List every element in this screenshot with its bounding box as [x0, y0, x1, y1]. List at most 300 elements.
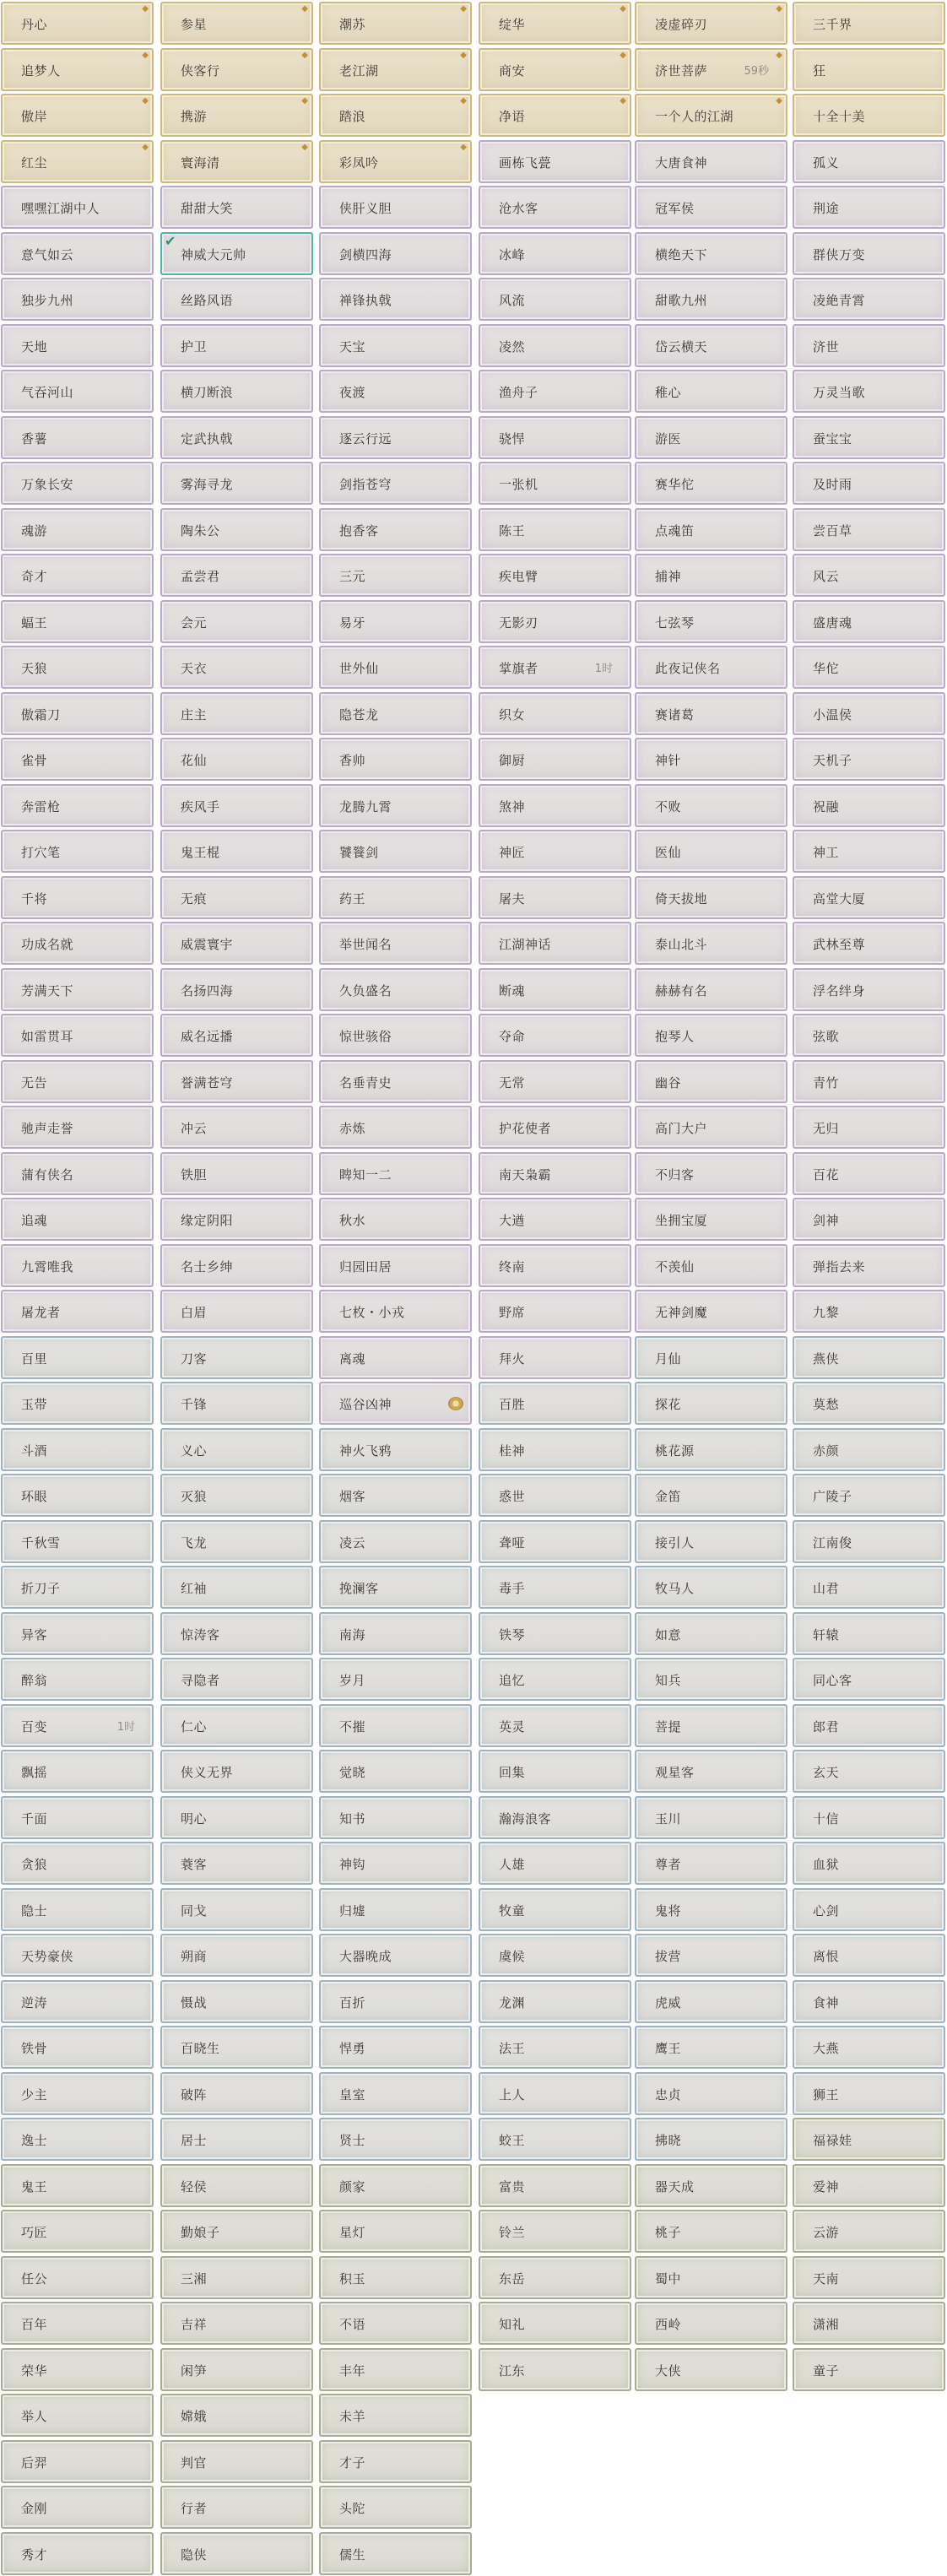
title-tile[interactable] — [793, 94, 945, 137]
title-tile[interactable] — [319, 1336, 472, 1379]
title-tile[interactable] — [635, 830, 787, 873]
title-tile[interactable] — [793, 1244, 945, 1287]
title-tile[interactable] — [635, 462, 787, 505]
title-tile[interactable] — [1, 1704, 154, 1747]
title-tile[interactable] — [1, 1842, 154, 1885]
title-tile[interactable] — [319, 1244, 472, 1287]
title-tile[interactable] — [635, 1198, 787, 1241]
title-tile[interactable] — [793, 1980, 945, 2023]
title-tile[interactable] — [1, 1566, 154, 1609]
title-tile[interactable] — [1, 2302, 154, 2345]
title-tile[interactable] — [1, 2210, 154, 2253]
title-tile[interactable] — [793, 2072, 945, 2115]
title-tile[interactable] — [793, 738, 945, 781]
title-tile[interactable] — [319, 1152, 472, 1195]
title-tile[interactable] — [793, 278, 945, 321]
title-tile[interactable] — [1, 2394, 154, 2437]
title-tile[interactable] — [793, 1474, 945, 1517]
title-tile[interactable] — [793, 1842, 945, 1885]
title-tile[interactable] — [1, 1750, 154, 1793]
title-tile[interactable] — [160, 2302, 313, 2345]
title-tile[interactable] — [160, 2210, 313, 2253]
title-tile[interactable] — [1, 1198, 154, 1241]
title-tile[interactable] — [160, 1428, 313, 1471]
title-tile[interactable] — [160, 2026, 313, 2069]
title-tile[interactable] — [479, 1152, 631, 1195]
title-tile[interactable] — [1, 416, 154, 459]
title-tile[interactable] — [793, 968, 945, 1011]
title-tile[interactable] — [479, 140, 631, 183]
title-tile[interactable] — [1, 876, 154, 919]
title-tile[interactable] — [635, 1244, 787, 1287]
title-tile[interactable] — [479, 1198, 631, 1241]
title-tile[interactable] — [793, 324, 945, 367]
title-tile[interactable] — [1, 600, 154, 643]
title-tile[interactable] — [635, 232, 787, 275]
title-tile[interactable] — [1, 2072, 154, 2115]
title-tile[interactable] — [635, 1658, 787, 1701]
title-tile[interactable] — [793, 1888, 945, 1931]
title-tile[interactable] — [319, 186, 472, 229]
title-tile[interactable] — [160, 232, 313, 275]
title-tile[interactable] — [635, 600, 787, 643]
title-tile[interactable] — [479, 1474, 631, 1517]
title-tile[interactable] — [160, 1566, 313, 1609]
title-tile[interactable] — [635, 1014, 787, 1057]
title-tile[interactable] — [793, 692, 945, 735]
title-tile[interactable] — [793, 1014, 945, 1057]
title-tile[interactable] — [319, 1060, 472, 1103]
title-tile[interactable] — [319, 94, 472, 137]
title-tile[interactable] — [479, 1888, 631, 1931]
title-tile[interactable] — [160, 922, 313, 965]
title-tile[interactable] — [160, 600, 313, 643]
title-tile[interactable] — [1, 2118, 154, 2161]
title-tile[interactable] — [319, 416, 472, 459]
title-tile[interactable] — [635, 1060, 787, 1103]
title-tile[interactable] — [319, 1980, 472, 2023]
title-tile[interactable] — [479, 738, 631, 781]
title-tile[interactable] — [1, 1336, 154, 1379]
title-tile[interactable] — [1, 1888, 154, 1931]
title-tile[interactable] — [479, 1842, 631, 1885]
title-tile[interactable] — [1, 1934, 154, 1977]
title-tile[interactable] — [160, 1382, 313, 1425]
title-tile[interactable] — [160, 324, 313, 367]
title-tile[interactable] — [793, 1290, 945, 1333]
title-tile[interactable] — [319, 2348, 472, 2391]
title-tile[interactable] — [479, 1382, 631, 1425]
title-tile[interactable] — [479, 876, 631, 919]
title-tile[interactable] — [319, 2532, 472, 2575]
title-tile[interactable] — [635, 48, 787, 91]
title-tile[interactable] — [319, 1474, 472, 1517]
title-tile[interactable] — [479, 370, 631, 413]
title-tile[interactable] — [635, 2256, 787, 2299]
title-tile[interactable] — [160, 2164, 313, 2207]
title-tile[interactable] — [319, 278, 472, 321]
title-tile[interactable] — [1, 1520, 154, 1563]
title-tile[interactable] — [635, 1704, 787, 1747]
title-tile[interactable] — [1, 1244, 154, 1287]
title-tile[interactable] — [1, 1382, 154, 1425]
title-tile[interactable] — [160, 1704, 313, 1747]
title-tile[interactable] — [1, 462, 154, 505]
title-tile[interactable] — [635, 324, 787, 367]
title-tile[interactable] — [793, 416, 945, 459]
title-tile[interactable] — [479, 922, 631, 965]
title-tile[interactable] — [479, 1290, 631, 1333]
title-tile[interactable] — [793, 232, 945, 275]
title-tile[interactable] — [635, 1428, 787, 1471]
title-tile[interactable] — [160, 784, 313, 827]
title-tile[interactable] — [479, 554, 631, 597]
title-tile[interactable] — [793, 1060, 945, 1103]
title-tile[interactable] — [1, 324, 154, 367]
title-tile[interactable] — [1, 646, 154, 689]
title-tile[interactable] — [793, 784, 945, 827]
title-tile[interactable] — [1, 2164, 154, 2207]
title-tile[interactable] — [1, 370, 154, 413]
title-tile[interactable] — [319, 784, 472, 827]
title-tile[interactable] — [319, 1520, 472, 1563]
title-tile[interactable] — [160, 2256, 313, 2299]
title-tile[interactable] — [319, 1842, 472, 1885]
title-tile[interactable] — [793, 2118, 945, 2161]
title-tile[interactable] — [160, 2532, 313, 2575]
title-tile[interactable] — [160, 2348, 313, 2391]
title-tile[interactable] — [160, 1980, 313, 2023]
title-tile[interactable] — [635, 2302, 787, 2345]
title-tile[interactable] — [160, 1750, 313, 1793]
title-tile[interactable] — [319, 1290, 472, 1333]
title-tile[interactable] — [635, 1750, 787, 1793]
title-tile[interactable] — [479, 1566, 631, 1609]
title-tile[interactable] — [1, 1796, 154, 1839]
title-tile[interactable] — [479, 186, 631, 229]
title-tile[interactable] — [319, 140, 472, 183]
title-tile[interactable] — [319, 554, 472, 597]
title-tile[interactable] — [793, 508, 945, 551]
title-tile[interactable] — [479, 1612, 631, 1655]
title-tile[interactable] — [793, 646, 945, 689]
title-tile[interactable] — [635, 278, 787, 321]
title-tile[interactable] — [793, 2026, 945, 2069]
title-tile[interactable] — [793, 2256, 945, 2299]
title-tile[interactable] — [1, 1152, 154, 1195]
title-tile[interactable] — [160, 1290, 313, 1333]
title-tile[interactable] — [635, 692, 787, 735]
title-tile[interactable] — [635, 1382, 787, 1425]
title-tile[interactable] — [1, 2532, 154, 2575]
title-tile[interactable] — [793, 1704, 945, 1747]
title-tile[interactable] — [1, 1980, 154, 2023]
title-tile[interactable] — [319, 508, 472, 551]
title-tile[interactable] — [635, 2, 787, 45]
title-tile[interactable] — [793, 186, 945, 229]
title-tile[interactable] — [319, 922, 472, 965]
title-tile[interactable] — [1, 922, 154, 965]
title-tile[interactable] — [793, 1152, 945, 1195]
title-tile[interactable] — [319, 1796, 472, 1839]
title-tile[interactable] — [793, 1612, 945, 1655]
title-tile[interactable] — [160, 646, 313, 689]
title-tile[interactable] — [160, 1152, 313, 1195]
title-tile[interactable] — [1, 2348, 154, 2391]
title-tile[interactable] — [479, 1796, 631, 1839]
title-tile[interactable] — [319, 738, 472, 781]
title-tile[interactable] — [319, 2164, 472, 2207]
title-tile[interactable] — [160, 876, 313, 919]
title-tile[interactable] — [635, 1566, 787, 1609]
title-tile[interactable] — [1, 48, 154, 91]
title-tile[interactable] — [160, 278, 313, 321]
title-tile[interactable] — [635, 738, 787, 781]
title-tile[interactable] — [319, 2394, 472, 2437]
title-tile[interactable] — [793, 1106, 945, 1149]
title-tile[interactable] — [479, 1520, 631, 1563]
title-tile[interactable] — [635, 2072, 787, 2115]
title-tile[interactable] — [635, 922, 787, 965]
title-tile[interactable] — [479, 1060, 631, 1103]
title-tile[interactable] — [793, 48, 945, 91]
title-tile[interactable] — [1, 1290, 154, 1333]
title-tile[interactable] — [1, 1014, 154, 1057]
title-tile[interactable] — [793, 1336, 945, 1379]
title-tile[interactable] — [635, 370, 787, 413]
title-tile[interactable] — [635, 2164, 787, 2207]
title-tile[interactable] — [160, 1796, 313, 1839]
title-tile[interactable] — [160, 830, 313, 873]
title-tile[interactable] — [160, 48, 313, 91]
title-tile[interactable] — [479, 646, 631, 689]
title-tile[interactable] — [160, 1244, 313, 1287]
title-tile[interactable] — [479, 2026, 631, 2069]
title-tile[interactable] — [479, 2164, 631, 2207]
title-tile[interactable] — [479, 1244, 631, 1287]
title-tile[interactable] — [160, 1934, 313, 1977]
title-tile[interactable] — [160, 554, 313, 597]
title-tile[interactable] — [319, 462, 472, 505]
title-tile[interactable] — [1, 554, 154, 597]
title-tile[interactable] — [1, 1106, 154, 1149]
title-tile[interactable] — [635, 1888, 787, 1931]
title-tile[interactable] — [479, 48, 631, 91]
title-tile[interactable] — [793, 1658, 945, 1701]
title-tile[interactable] — [160, 370, 313, 413]
title-tile[interactable] — [479, 232, 631, 275]
title-tile[interactable] — [793, 2210, 945, 2253]
title-tile[interactable] — [1, 232, 154, 275]
title-tile[interactable] — [319, 1566, 472, 1609]
title-tile[interactable] — [479, 1428, 631, 1471]
title-tile[interactable] — [635, 140, 787, 183]
title-tile[interactable] — [479, 2, 631, 45]
title-tile[interactable] — [793, 140, 945, 183]
title-tile[interactable] — [319, 2026, 472, 2069]
title-tile[interactable] — [160, 1520, 313, 1563]
title-tile[interactable] — [319, 1658, 472, 1701]
title-tile[interactable] — [319, 232, 472, 275]
title-tile[interactable] — [793, 2348, 945, 2391]
title-tile[interactable] — [635, 968, 787, 1011]
title-tile[interactable] — [793, 1750, 945, 1793]
title-tile[interactable] — [319, 1382, 472, 1425]
title-tile[interactable] — [479, 324, 631, 367]
title-tile[interactable] — [1, 692, 154, 735]
title-tile[interactable] — [793, 1382, 945, 1425]
title-tile[interactable] — [635, 1106, 787, 1149]
title-tile[interactable] — [160, 2440, 313, 2483]
title-tile[interactable] — [635, 2348, 787, 2391]
title-tile[interactable] — [635, 784, 787, 827]
title-tile[interactable] — [319, 876, 472, 919]
title-tile[interactable] — [479, 1106, 631, 1149]
title-tile[interactable] — [793, 554, 945, 597]
title-tile[interactable] — [160, 2, 313, 45]
title-tile[interactable] — [319, 2302, 472, 2345]
title-tile[interactable] — [160, 1014, 313, 1057]
title-tile[interactable] — [160, 2118, 313, 2161]
title-tile[interactable] — [319, 2118, 472, 2161]
title-tile[interactable] — [793, 2164, 945, 2207]
title-tile[interactable] — [319, 370, 472, 413]
title-tile[interactable] — [635, 554, 787, 597]
title-tile[interactable] — [793, 1566, 945, 1609]
title-tile[interactable] — [479, 692, 631, 735]
title-tile[interactable] — [160, 462, 313, 505]
title-tile[interactable] — [479, 1704, 631, 1747]
title-tile[interactable] — [479, 600, 631, 643]
title-tile[interactable] — [635, 2210, 787, 2253]
title-tile[interactable] — [479, 94, 631, 137]
title-tile[interactable] — [793, 1428, 945, 1471]
title-tile[interactable] — [479, 2072, 631, 2115]
title-tile[interactable] — [1, 278, 154, 321]
title-tile[interactable] — [160, 1336, 313, 1379]
title-tile[interactable] — [635, 94, 787, 137]
title-tile[interactable] — [635, 646, 787, 689]
title-tile[interactable] — [160, 738, 313, 781]
title-tile[interactable] — [479, 278, 631, 321]
title-tile[interactable] — [160, 1060, 313, 1103]
title-tile[interactable] — [635, 1796, 787, 1839]
title-tile[interactable] — [1, 2440, 154, 2483]
title-tile[interactable] — [319, 1106, 472, 1149]
title-tile[interactable] — [479, 1980, 631, 2023]
title-tile[interactable] — [160, 186, 313, 229]
title-tile[interactable] — [635, 186, 787, 229]
title-tile[interactable] — [479, 1658, 631, 1701]
title-tile[interactable] — [160, 94, 313, 137]
title-tile[interactable] — [635, 2118, 787, 2161]
title-tile[interactable] — [635, 508, 787, 551]
title-tile[interactable] — [1, 2486, 154, 2529]
title-tile[interactable] — [479, 968, 631, 1011]
title-tile[interactable] — [635, 1474, 787, 1517]
title-tile[interactable] — [1, 1474, 154, 1517]
title-tile[interactable] — [160, 1658, 313, 1701]
title-tile[interactable] — [479, 2210, 631, 2253]
title-tile[interactable] — [479, 508, 631, 551]
title-tile[interactable] — [319, 2, 472, 45]
title-tile[interactable] — [635, 2026, 787, 2069]
title-tile[interactable] — [635, 1336, 787, 1379]
title-tile[interactable] — [793, 1198, 945, 1241]
title-tile[interactable] — [793, 2, 945, 45]
title-tile[interactable] — [793, 830, 945, 873]
title-tile[interactable] — [319, 968, 472, 1011]
title-tile[interactable] — [319, 692, 472, 735]
title-tile[interactable] — [160, 1842, 313, 1885]
title-tile[interactable] — [319, 600, 472, 643]
title-tile[interactable] — [160, 968, 313, 1011]
title-tile[interactable] — [479, 2118, 631, 2161]
title-tile[interactable] — [635, 876, 787, 919]
title-tile[interactable] — [319, 2440, 472, 2483]
title-tile[interactable] — [319, 1750, 472, 1793]
title-tile[interactable] — [319, 1888, 472, 1931]
title-tile[interactable] — [319, 324, 472, 367]
title-tile[interactable] — [793, 1520, 945, 1563]
title-tile[interactable] — [793, 462, 945, 505]
title-tile[interactable] — [319, 1612, 472, 1655]
title-tile[interactable] — [479, 1750, 631, 1793]
title-tile[interactable] — [635, 1520, 787, 1563]
title-tile[interactable] — [635, 1290, 787, 1333]
title-tile[interactable] — [1, 2026, 154, 2069]
title-tile[interactable] — [793, 876, 945, 919]
title-tile[interactable] — [793, 2302, 945, 2345]
title-tile[interactable] — [160, 2072, 313, 2115]
title-tile[interactable] — [319, 2486, 472, 2529]
title-tile[interactable] — [319, 2072, 472, 2115]
title-tile[interactable] — [479, 1336, 631, 1379]
title-tile[interactable] — [479, 2256, 631, 2299]
title-tile[interactable] — [1, 1060, 154, 1103]
title-tile[interactable] — [1, 830, 154, 873]
title-tile[interactable] — [160, 692, 313, 735]
title-tile[interactable] — [1, 2, 154, 45]
title-tile[interactable] — [1, 94, 154, 137]
title-tile[interactable] — [635, 1980, 787, 2023]
title-tile[interactable] — [319, 1428, 472, 1471]
title-tile[interactable] — [160, 2394, 313, 2437]
title-tile[interactable] — [479, 1014, 631, 1057]
title-tile[interactable] — [479, 830, 631, 873]
title-tile[interactable] — [1, 2256, 154, 2299]
title-tile[interactable] — [635, 1934, 787, 1977]
title-tile[interactable] — [793, 922, 945, 965]
title-tile[interactable] — [1, 738, 154, 781]
title-tile[interactable] — [1, 508, 154, 551]
title-tile[interactable] — [160, 140, 313, 183]
title-tile[interactable] — [160, 1198, 313, 1241]
title-tile[interactable] — [479, 784, 631, 827]
title-tile[interactable] — [793, 370, 945, 413]
title-tile[interactable] — [635, 1612, 787, 1655]
title-tile[interactable] — [319, 2256, 472, 2299]
title-tile[interactable] — [479, 462, 631, 505]
title-tile[interactable] — [319, 830, 472, 873]
title-tile[interactable] — [479, 2348, 631, 2391]
title-tile[interactable] — [1, 186, 154, 229]
title-tile[interactable] — [160, 1888, 313, 1931]
title-tile[interactable] — [160, 1106, 313, 1149]
title-tile[interactable] — [160, 1474, 313, 1517]
title-tile[interactable] — [793, 1796, 945, 1839]
title-tile[interactable] — [479, 416, 631, 459]
